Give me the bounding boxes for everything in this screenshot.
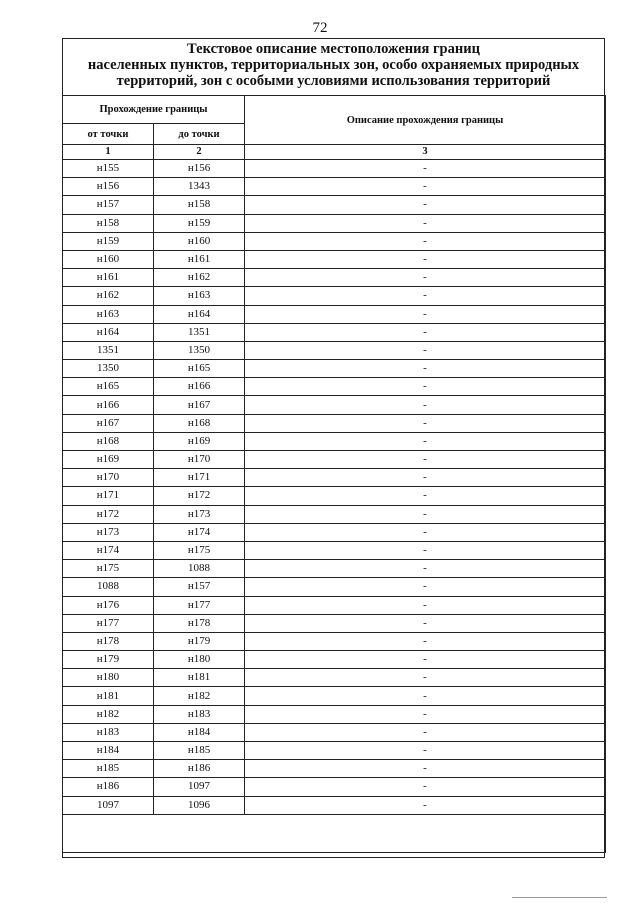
table-row [63,250,606,268]
description-cell: - [245,451,606,469]
table-row [63,360,606,378]
description-cell: - [245,523,606,541]
to-point-cell: н183 [154,705,245,723]
to-point-cell: н162 [154,269,245,287]
table-row [63,214,606,232]
to-point-cell: н169 [154,432,245,450]
from-point-cell: н157 [63,196,154,214]
from-point-cell: н173 [63,523,154,541]
to-point-cell: н157 [154,578,245,596]
to-point-cell: 1343 [154,178,245,196]
table-row [63,487,606,505]
description-cell: - [245,214,606,232]
to-point-cell: н186 [154,760,245,778]
from-point-cell: н185 [63,760,154,778]
description-cell: - [245,396,606,414]
table-row [63,305,606,323]
description-cell: - [245,760,606,778]
to-point-cell: н163 [154,287,245,305]
from-point-cell: 1088 [63,578,154,596]
description-cell: - [245,178,606,196]
from-point-cell: н175 [63,560,154,578]
table-row [63,705,606,723]
table-row [63,505,606,523]
table-row [63,396,606,414]
from-point-cell: н162 [63,287,154,305]
to-point-cell: н180 [154,651,245,669]
description-cell: - [245,305,606,323]
to-point-cell: н160 [154,232,245,250]
from-point-cell: н176 [63,596,154,614]
description-cell: - [245,378,606,396]
to-point-cell: н181 [154,669,245,687]
from-point-cell: н186 [63,778,154,796]
table-row [63,469,606,487]
table-row [63,541,606,559]
scan-artifact-line [512,897,607,898]
description-cell: - [245,705,606,723]
to-point-cell: н172 [154,487,245,505]
header-to-point: до точки [154,124,245,145]
table-row [63,341,606,359]
to-point-cell: 1096 [154,796,245,814]
description-cell: - [245,742,606,760]
table-row [63,723,606,741]
table-row [63,196,606,214]
from-point-cell: н170 [63,469,154,487]
to-point-cell: н170 [154,451,245,469]
to-point-cell: н173 [154,505,245,523]
to-point-cell: н171 [154,469,245,487]
description-cell: - [245,796,606,814]
to-point-cell: н161 [154,250,245,268]
description-cell: - [245,414,606,432]
table-row [63,596,606,614]
to-point-cell: н184 [154,723,245,741]
description-cell: - [245,505,606,523]
from-point-cell: н177 [63,614,154,632]
to-point-cell: н166 [154,378,245,396]
description-cell: - [245,632,606,650]
from-point-cell: н178 [63,632,154,650]
description-cell: - [245,323,606,341]
description-cell: - [245,469,606,487]
to-point-cell: н185 [154,742,245,760]
from-point-cell: н158 [63,214,154,232]
from-point-cell: 1350 [63,360,154,378]
title-line: Текстовое описание местоположения границ [187,41,480,57]
to-point-cell: н164 [154,305,245,323]
header-from-point: от точки [63,124,154,145]
from-point-cell: н161 [63,269,154,287]
to-point-cell: 1097 [154,778,245,796]
description-cell: - [245,669,606,687]
description-cell: - [245,778,606,796]
table-row [63,451,606,469]
description-cell: - [245,651,606,669]
to-point-cell: 1350 [154,341,245,359]
table-row [63,287,606,305]
description-cell: - [245,160,606,178]
table-row [63,651,606,669]
description-cell: - [245,560,606,578]
table-row [63,232,606,250]
to-point-cell: н168 [154,414,245,432]
from-point-cell: н182 [63,705,154,723]
description-cell: - [245,250,606,268]
description-cell: - [245,269,606,287]
description-cell: - [245,614,606,632]
from-point-cell: н172 [63,505,154,523]
from-point-cell: н183 [63,723,154,741]
description-cell: - [245,232,606,250]
to-point-cell: н179 [154,632,245,650]
description-cell: - [245,541,606,559]
from-point-cell: н167 [63,414,154,432]
from-point-cell: н164 [63,323,154,341]
from-point-cell: 1351 [63,341,154,359]
to-point-cell: н177 [154,596,245,614]
to-point-cell: н178 [154,614,245,632]
table-row [63,269,606,287]
description-cell: - [245,432,606,450]
boundary-table [62,95,606,853]
from-point-cell: н181 [63,687,154,705]
empty-row [63,814,606,852]
table-row [63,687,606,705]
table-row [63,432,606,450]
to-point-cell: 1088 [154,560,245,578]
table-row [63,669,606,687]
to-point-cell: н159 [154,214,245,232]
description-cell: - [245,341,606,359]
from-point-cell: н171 [63,487,154,505]
from-point-cell: н163 [63,305,154,323]
table-row [63,632,606,650]
header-description: Описание прохождения границы [245,96,606,145]
table-row [63,523,606,541]
from-point-cell: н180 [63,669,154,687]
title-line: территорий, зон с особыми условиями использования территорий [116,73,551,89]
table-row [63,178,606,196]
from-point-cell: 1097 [63,796,154,814]
to-point-cell: н182 [154,687,245,705]
to-point-cell: 1351 [154,323,245,341]
column-number: 1 [63,145,154,160]
column-number-row [63,145,606,160]
from-point-cell: н169 [63,451,154,469]
table-row [63,796,606,814]
table-row [63,578,606,596]
table-row [63,614,606,632]
table-row [63,414,606,432]
header-boundary-passage: Прохождение границы [63,96,245,124]
from-point-cell: н160 [63,250,154,268]
description-cell: - [245,687,606,705]
from-point-cell: н179 [63,651,154,669]
table-row [63,323,606,341]
from-point-cell: н165 [63,378,154,396]
description-cell: - [245,487,606,505]
table-row [63,378,606,396]
to-point-cell: н158 [154,196,245,214]
empty-cell [63,814,606,852]
description-cell: - [245,578,606,596]
document-title [63,41,604,89]
to-point-cell: н175 [154,541,245,559]
from-point-cell: н166 [63,396,154,414]
description-cell: - [245,596,606,614]
table-row [63,778,606,796]
description-cell: - [245,360,606,378]
description-cell: - [245,196,606,214]
column-number: 3 [245,145,606,160]
from-point-cell: н155 [63,160,154,178]
document-frame [62,38,605,858]
to-point-cell: н174 [154,523,245,541]
description-cell: - [245,287,606,305]
table-row [63,560,606,578]
table-row [63,160,606,178]
description-cell: - [245,723,606,741]
from-point-cell: н156 [63,178,154,196]
from-point-cell: н168 [63,432,154,450]
table-row [63,742,606,760]
from-point-cell: н174 [63,541,154,559]
to-point-cell: н165 [154,360,245,378]
to-point-cell: н156 [154,160,245,178]
column-number: 2 [154,145,245,160]
from-point-cell: н184 [63,742,154,760]
page-number: 72 [312,20,328,36]
from-point-cell: н159 [63,232,154,250]
header-row [63,96,606,124]
title-line: населенных пунктов, территориальных зон, особо охраняемых природных [87,57,580,73]
table-row [63,760,606,778]
to-point-cell: н167 [154,396,245,414]
